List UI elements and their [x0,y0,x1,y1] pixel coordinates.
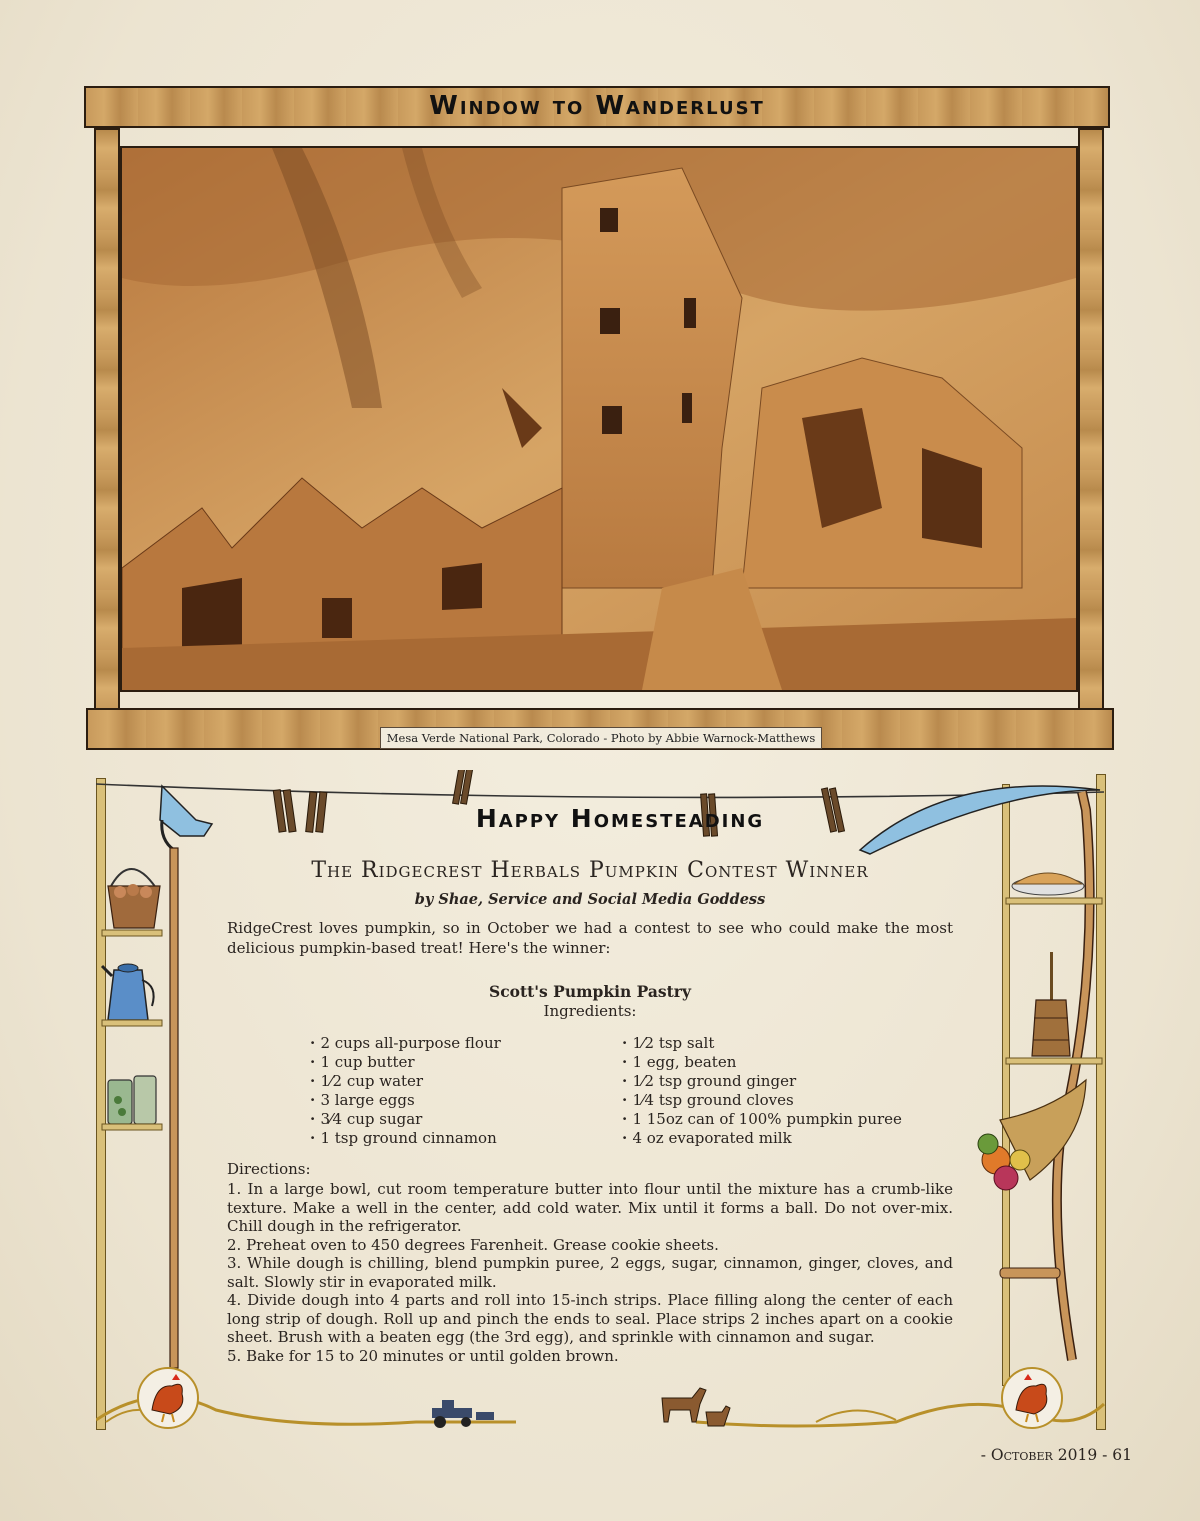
photo-credit-caption: Mesa Verde National Park, Colorado - Photo by Abbie Warnock-Matthews [380,727,822,749]
direction-step: 4. Divide dough into 4 parts and roll into 15-inch strips. Place filling along the center of each long strip of dough. Roll up and pinch the ends to seal. Place strips 2 inches apart on a cookie sheet. Brush with a beaten egg (the 3rd egg), and sprinkle with cinnamon and sugar. [227,1291,953,1346]
rooster-icon [138,1368,198,1428]
directions-label: Directions: [227,1160,311,1178]
ingredient-item: · 3⁄4 cup sugar [310,1110,600,1129]
direction-step: 3. While dough is chilling, blend pumpkin puree, 2 eggs, sugar, cinnamon, ginger, cloves, and salt. Slowly stir in evaporated milk. [227,1254,953,1291]
ingredient-item: · 1 egg, beaten [622,1053,942,1072]
ingredient-item: · 1 15oz can of 100% pumpkin puree [622,1110,942,1129]
ingredients-list-right [622,1034,942,1148]
frame-right-post [1078,128,1104,712]
ingredient-item: · 1⁄4 tsp ground cloves [622,1091,942,1110]
ingredient-item: · 1⁄2 tsp ground ginger [622,1072,942,1091]
bottom-ornament [96,1360,1106,1440]
direction-step: 1. In a large bowl, cut room temperature butter into flour until the mixture has a crumb-like texture. Make a well in the center, add cold water. Mix until it forms a ball. Do not over-mix. Chill dough in the refrigerator. [227,1180,953,1235]
frame-left-post [94,128,120,712]
goat-icon [662,1388,730,1426]
ingredient-item: · 4 oz evaporated milk [622,1129,942,1148]
direction-step: 5. Bake for 15 to 20 minutes or until golden brown. [227,1346,619,1365]
coffee-pot-icon [102,964,154,1020]
recipe-name: Scott's Pumpkin Pastry [489,982,691,1001]
rooster-icon [1002,1368,1062,1428]
ingredients-label: Ingredients: [543,1002,637,1020]
ingredient-item: · 1 tsp ground cinnamon [310,1129,600,1148]
article-byline: by Shae, Service and Social Media Goddess [414,891,766,908]
cornucopia-icon [978,1080,1086,1190]
ingredients-list-left [310,1034,600,1148]
jars-icon [108,1076,156,1124]
mesa-verde-photo [120,146,1078,692]
directions-list [227,1180,953,1365]
pie-icon [1012,873,1084,895]
article-intro: RidgeCrest loves pumpkin, so in October we had a contest to see who could make the most delicious pumpkin-based treat! Here's the winner: [227,919,953,957]
article-title: The Ridgecrest Herbals Pumpkin Contest Winner [311,858,869,883]
butter-churn-icon [1032,952,1070,1056]
cliff-dwelling-illustration [122,148,1076,690]
ingredient-item: · 1 cup butter [310,1053,600,1072]
egg-basket-icon [108,869,160,928]
ingredient-item: · 1⁄2 tsp salt [622,1034,942,1053]
page-footer: - October 2019 - 61 [980,1446,1132,1464]
ingredient-item: · 1⁄2 cup water [310,1072,600,1091]
section-title-window-to-wanderlust: Window to Wanderlust [429,91,765,121]
ingredient-item: · 3 large eggs [310,1091,600,1110]
section-title-happy-homesteading: Happy Homesteading [475,804,765,833]
direction-step: 2. Preheat oven to 450 degrees Farenheit. Grease cookie sheets. [227,1235,719,1254]
tractor-icon [432,1400,494,1428]
ingredient-item: · 2 cups all-purpose flour [310,1034,600,1053]
